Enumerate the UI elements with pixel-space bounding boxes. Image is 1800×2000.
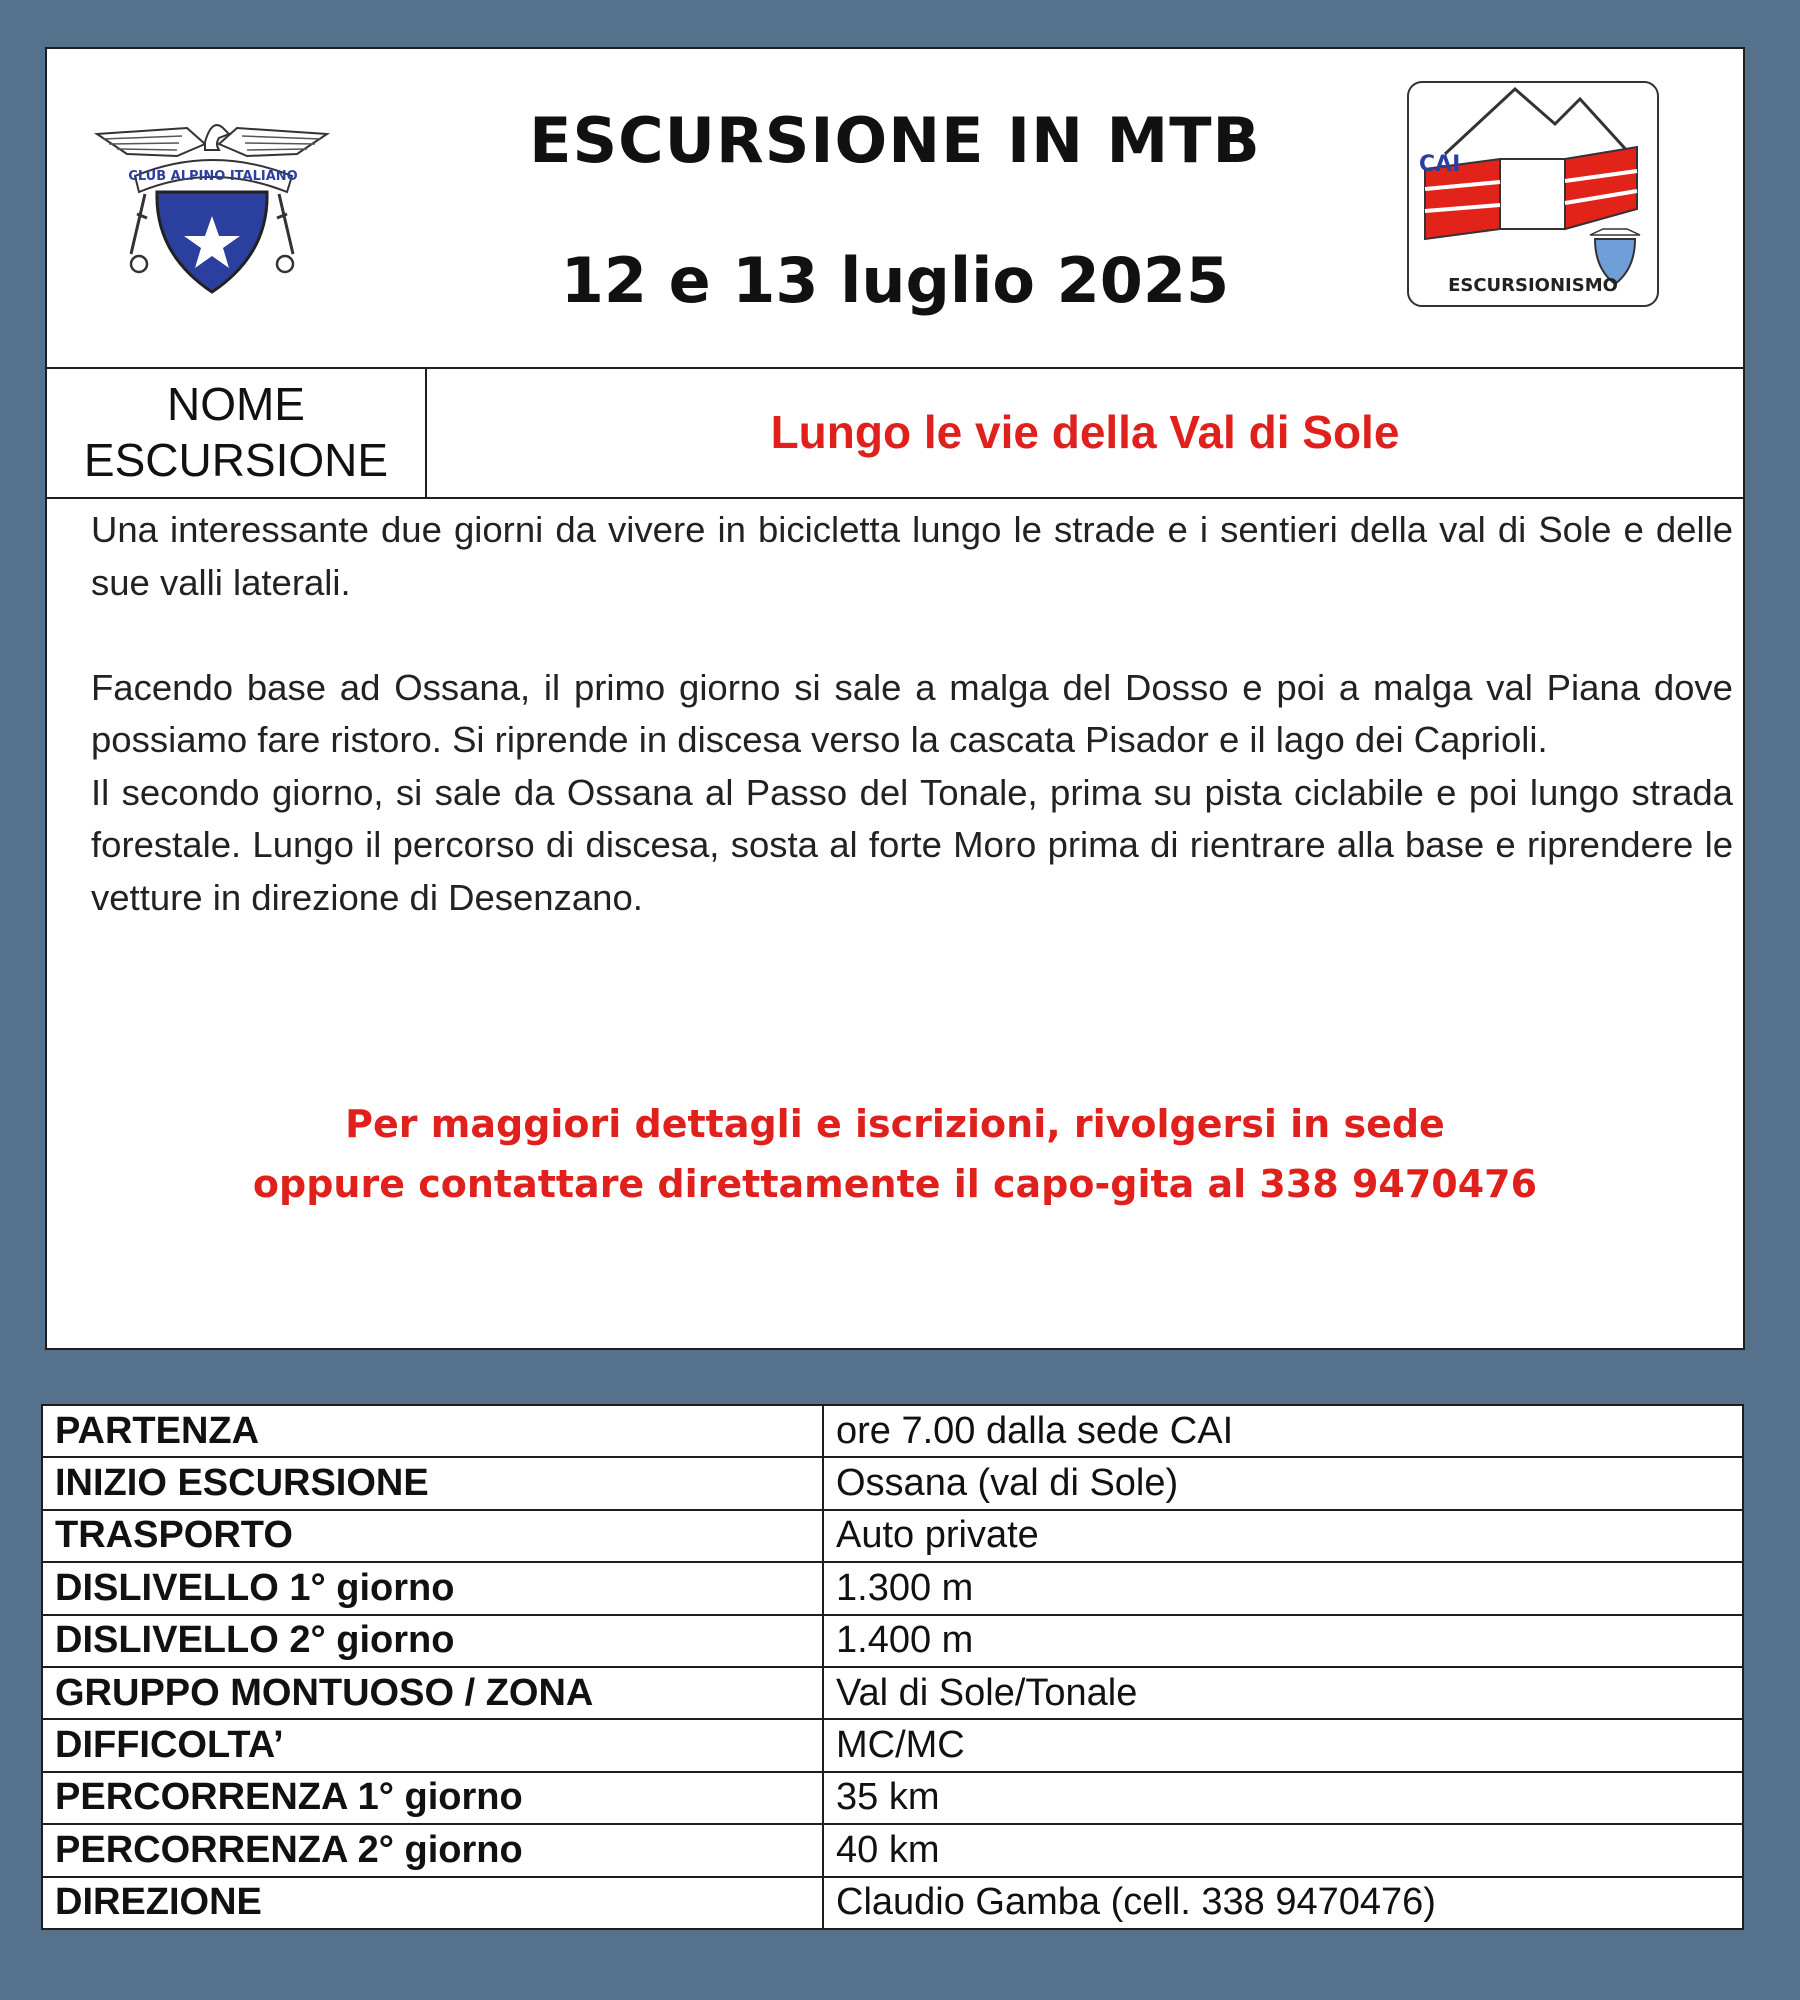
detail-value: Val di Sole/Tonale — [823, 1667, 1743, 1719]
description — [91, 504, 1733, 924]
details-table — [41, 1404, 1744, 1930]
detail-value: 35 km — [823, 1772, 1743, 1824]
logo-right-bottom-text: ESCURSIONISMO — [1448, 275, 1618, 296]
table-row — [42, 1772, 1743, 1824]
detail-label: PERCORRENZA 1° giorno — [42, 1772, 823, 1824]
excursion-name-value: Lungo le vie della Val di Sole — [770, 406, 1400, 458]
cai-escursionismo-logo — [1405, 79, 1661, 309]
detail-label: DIFFICOLTA’ — [42, 1719, 823, 1771]
detail-value: Auto private — [823, 1510, 1743, 1562]
detail-value: 40 km — [823, 1824, 1743, 1876]
table-row — [42, 1877, 1743, 1929]
detail-label: GRUPPO MONTUOSO / ZONA — [42, 1667, 823, 1719]
contact-line: oppure contattare direttamente il capo-gita al 338 9470476 — [252, 1162, 1538, 1206]
header — [47, 49, 1743, 369]
description-paragraph: Il secondo giorno, si sale da Ossana al Passo del Tonale, prima su pista ciclabile e poi lungo strada forestale. Lungo il percorso di discesa, sosta al forte Moro prima di rientrare alla base e riprendere le vetture in direzione di Desenzano. — [91, 771, 1733, 918]
detail-label: PARTENZA — [42, 1405, 823, 1457]
logo-left-text: CLUB ALPINO ITALIANO — [128, 169, 298, 184]
detail-value: 1.300 m — [823, 1562, 1743, 1614]
detail-label: PERCORRENZA 2° giorno — [42, 1824, 823, 1876]
table-row — [42, 1510, 1743, 1562]
table-row — [42, 1719, 1743, 1771]
detail-label: INIZIO ESCURSIONE — [42, 1457, 823, 1509]
table-row — [42, 1667, 1743, 1719]
detail-label: DISLIVELLO 1° giorno — [42, 1562, 823, 1614]
detail-value: Claudio Gamba (cell. 338 9470476) — [823, 1877, 1743, 1929]
detail-value: ore 7.00 dalla sede CAI — [823, 1405, 1743, 1457]
detail-value: Ossana (val di Sole) — [823, 1457, 1743, 1509]
description-paragraph: Facendo base ad Ossana, il primo giorno si sale a malga del Dosso e poi a malga val Piana dove possiamo fare ristoro. Si riprende in discesa verso la cascata Pisador e il lago dei Caprioli. — [91, 666, 1733, 760]
table-row — [42, 1562, 1743, 1614]
flyer-card — [45, 47, 1745, 1350]
contact-line: Per maggiori dettagli e iscrizioni, rivolgersi in sede — [345, 1102, 1445, 1146]
table-row — [42, 1615, 1743, 1667]
description-paragraph: Una interessante due giorni da vivere in bicicletta lungo le strade e i sentieri della val di Sole e delle sue valli laterali. — [91, 509, 1733, 603]
excursion-name-label: NOME ESCURSIONE — [47, 367, 427, 497]
detail-value: MC/MC — [823, 1719, 1743, 1771]
detail-label: DIREZIONE — [42, 1877, 823, 1929]
table-row — [42, 1457, 1743, 1509]
table-row — [42, 1824, 1743, 1876]
table-row — [42, 1405, 1743, 1457]
contact-callout — [47, 1094, 1743, 1214]
detail-label: TRASPORTO — [42, 1510, 823, 1562]
event-date: 12 e 13 luglio 2025 — [560, 244, 1230, 317]
page-title: ESCURSIONE IN MTB — [529, 104, 1261, 177]
detail-label: DISLIVELLO 2° giorno — [42, 1615, 823, 1667]
detail-value: 1.400 m — [823, 1615, 1743, 1667]
excursion-name-row — [47, 367, 1743, 499]
logo-right-top-text: CAI — [1419, 152, 1461, 177]
